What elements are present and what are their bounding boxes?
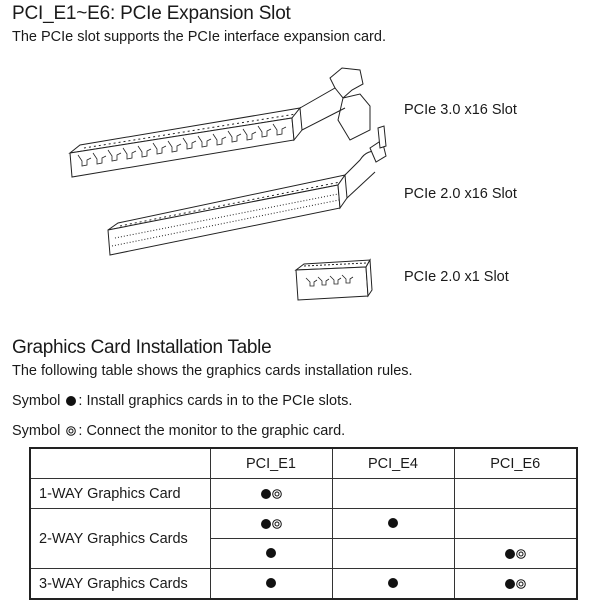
cell-2way-b-e4 [332,539,454,569]
cell-2way-a-e4 [332,509,454,539]
monitor-ring-icon [516,579,526,589]
table-row [30,569,577,600]
table-row [30,509,577,539]
legend-install: Symbol : Install graphics cards in to the PCIe slots. [12,393,353,409]
table-header-pci-e1: PCI_E1 [210,448,332,479]
section2-title: Graphics Card Installation Table [12,337,272,358]
monitor-ring-icon [66,426,76,436]
row-label-3-way: 3-WAY Graphics Cards [30,569,210,600]
pcie-slots-illustration [60,60,400,310]
cell-3way-e6 [454,569,577,600]
legend-monitor: Symbol : Connect the monitor to the graphic card. [12,423,346,439]
filled-dot-icon [505,579,515,589]
filled-dot-icon [388,518,398,528]
row-label-1-way: 1-WAY Graphics Card [30,479,210,509]
page-title: PCI_E1~E6: PCIe Expansion Slot [12,3,291,24]
filled-dot-icon [261,489,271,499]
cell-2way-a-e6 [454,509,577,539]
table-header-pci-e4: PCI_E4 [332,448,454,479]
section2-description: The following table shows the graphics cards installation rules. [12,363,413,379]
cell-1way-e1 [210,479,332,509]
filled-dot-icon [266,548,276,558]
monitor-ring-icon [272,489,282,499]
section1-description: The PCIe slot supports the PCIe interface expansion card. [12,29,386,45]
filled-dot-icon [66,396,76,406]
cell-2way-a-e1 [210,509,332,539]
filled-dot-icon [388,578,398,588]
graphics-card-table [29,447,578,600]
filled-dot-icon [505,549,515,559]
filled-dot-icon [266,578,276,588]
slot-label-pcie2-x1: PCIe 2.0 x1 Slot [404,269,509,285]
cell-1way-e6 [454,479,577,509]
cell-3way-e1 [210,569,332,600]
table-row [30,479,577,509]
cell-3way-e4 [332,569,454,600]
pcie2-x1-slot-drawing [296,260,372,300]
filled-dot-icon [261,519,271,529]
cell-1way-e4 [332,479,454,509]
slot-label-pcie3-x16: PCIe 3.0 x16 Slot [404,102,517,118]
table-header-row [30,448,577,479]
monitor-ring-icon [272,519,282,529]
table-header-empty [30,448,210,479]
cell-2way-b-e1 [210,539,332,569]
slot-label-pcie2-x16: PCIe 2.0 x16 Slot [404,186,517,202]
monitor-ring-icon [516,549,526,559]
table-header-pci-e6: PCI_E6 [454,448,577,479]
row-label-2-way: 2-WAY Graphics Cards [30,509,210,569]
pcie3-x16-slot-drawing [70,68,370,177]
cell-2way-b-e6 [454,539,577,569]
